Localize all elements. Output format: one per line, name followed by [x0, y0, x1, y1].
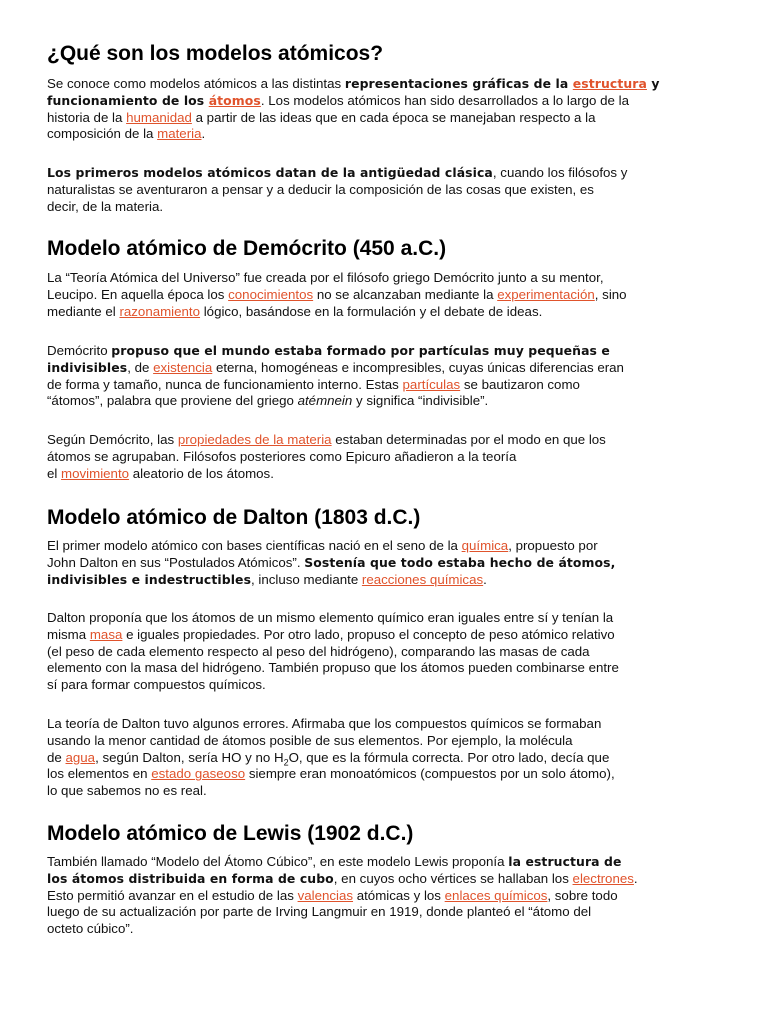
- link-existencia[interactable]: existencia: [153, 359, 213, 375]
- paragraph-democrito-teoria: La “Teoría Atómica del Universo” fue creada por el filósofo griego Demócrito junto a su mentor, Leucipo. En aquella época los conocimientos no se alcanzaban mediante la experimentación, sino mediante el razonamiento lógico, basándose en la formulación y el debate de ideas.: [47, 270, 627, 319]
- paragraph-dalton-errores: La teoría de Dalton tuvo algunos errores. Afirmaba que los compuestos químicos se formaban usando la menor cantidad de átomos posible de sus elementos. Por ejemplo, la molécula de agua, según Dalton, sería HO y no $H_2O$, que es la fórmula correcta. Por otro lado, decía que los elementos en estado gaseoso siempre eran monoatómicos (compuestos por un solo átomo), lo que sabemos no es real.: [47, 716, 615, 799]
- link-estructura[interactable]: estructura: [572, 76, 647, 91]
- paragraph-democrito-particulas: Demócrito propuso que el mundo estaba formado por partículas muy pequeñas e indivisibles, de existencia eterna, homogéneas e incompresibles, cuyas únicas diferencias eran de forma y tamaño, nunca de funcionamiento interno. Estas partículas se bautizaron como “átomos”, palabra que proviene del griego atémnein y significa “indivisible”.: [47, 343, 624, 409]
- link-agua[interactable]: agua: [65, 749, 96, 765]
- link-propiedades-materia[interactable]: propiedades de la materia: [177, 432, 332, 447]
- link-humanidad[interactable]: humanidad: [126, 109, 192, 125]
- section-heading-lewis: Modelo atómico de Lewis (1902 d.C.): [47, 822, 414, 845]
- link-particulas[interactable]: partículas: [402, 376, 461, 392]
- section-heading-modelos-atomicos: ¿Qué son los modelos atómicos?: [47, 42, 384, 65]
- link-enlaces-quimicos[interactable]: enlaces químicos: [444, 887, 548, 903]
- paragraph-lewis-cubico: También llamado “Modelo del Átomo Cúbico”, en este modelo Lewis proponía la estructura de los átomos distribuida en forma de cubo, en cuyos ocho vértices se hallaban los electrones. Esto permitió avanzar en el estudio de las valencias atómicas y los enlaces químicos, sobre todo luego de su actualización por parte de Irving Langmuir en 1919, donde planteó el “átomo del octeto cúbico”.: [47, 854, 638, 937]
- link-electrones[interactable]: electrones: [572, 870, 634, 886]
- link-conocimientos[interactable]: conocimientos: [228, 286, 314, 302]
- paragraph-democrito-propiedades: Según Demócrito, las propiedades de la materia estaban determinadas por el modo en que los átomos se agrupaban. Filósofos posteriores como Epicuro añadieron a la teoría el movimiento aleatorio de los átomos.: [47, 432, 606, 481]
- link-movimiento[interactable]: movimiento: [61, 465, 130, 481]
- paragraph-primeros-modelos: Los primeros modelos atómicos datan de la antigüedad clásica, cuando los filósofos y naturalistas se aventuraron a pensar y a deducir la composición de las cosas que existen, es decir, de la materia.: [47, 165, 628, 214]
- link-atomos[interactable]: átomos: [208, 92, 261, 108]
- paragraph-dalton-bases: El primer modelo atómico con bases científicas nació en el seno de la química, propuesto por John Dalton en sus “Postulados Atómicos”. Sostenía que todo estaba hecho de átomos, indivisibles e indestructibles, incluso mediante reacciones químicas.: [47, 538, 616, 587]
- link-reacciones-quimicas[interactable]: reacciones químicas: [361, 571, 484, 587]
- paragraph-intro: Se conoce como modelos atómicos a las distintas representaciones gráficas de la estructura y funcionamiento de los átomos. Los modelos atómicos han sido desarrollados a lo largo de la historia de la humanidad a partir de las ideas que en cada época se manejaban respecto a la composición de la materia.: [47, 76, 660, 142]
- link-materia[interactable]: materia: [157, 126, 202, 142]
- link-estado-gaseoso[interactable]: estado gaseoso: [151, 766, 246, 782]
- paragraph-dalton-peso: Dalton proponía que los átomos de un mismo elemento químico eran iguales entre sí y tenían la misma masa e iguales propiedades. Por otro lado, propuso el concepto de peso atómico relativo (el peso de cada elemento respecto al peso del hidrógeno), comparando las masas de cada elemento con la masa del hidrógeno. También propuso que los átomos pueden combinarse entre sí para formar compuestos químicos.: [47, 610, 619, 693]
- section-heading-dalton: Modelo atómico de Dalton (1803 d.C.): [47, 506, 421, 529]
- link-masa[interactable]: masa: [89, 626, 123, 642]
- section-heading-democrito: Modelo atómico de Demócrito (450 a.C.): [47, 237, 447, 260]
- link-razonamiento[interactable]: razonamiento: [119, 303, 201, 319]
- link-valencias[interactable]: valencias: [297, 887, 354, 903]
- link-quimica[interactable]: química: [461, 538, 509, 553]
- link-experimentacion[interactable]: experimentación: [497, 286, 595, 302]
